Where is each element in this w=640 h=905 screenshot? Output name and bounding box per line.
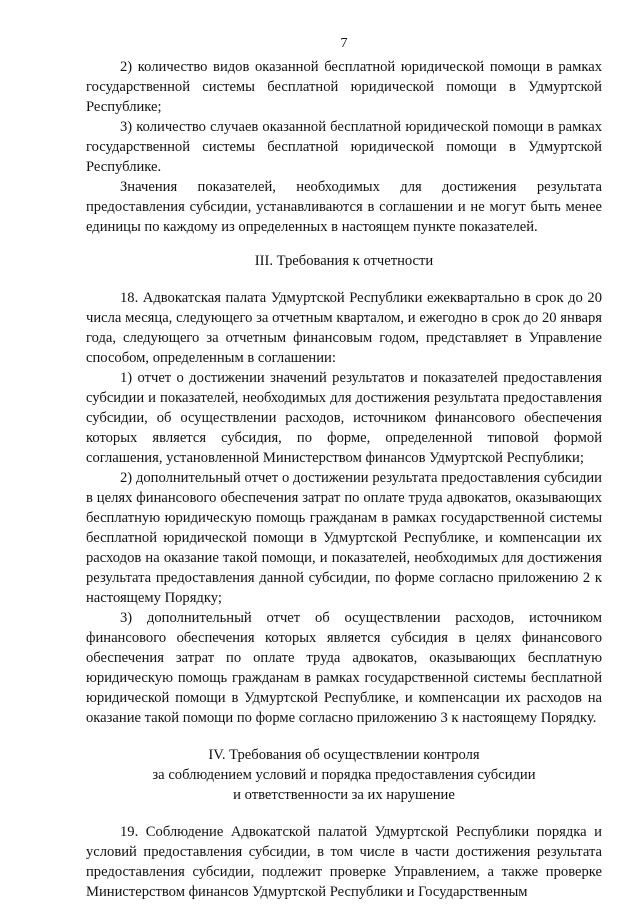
paragraph-19: 19. Соблюдение Адвокатской палатой Удмуртской Республики порядка и условий предоставления субсидии, в том числе в части достижения результата предоставления субсидии, подлежит проверке Управлением, а также проверке Министерством финансов Удмуртской Республики и Государственным xyxy=(86,824,602,900)
section-3-heading: III. Требования к отчетности xyxy=(254,253,434,269)
paragraph-18-item-3: 3) дополнительный отчет об осуществлении расходов, источником финансового обеспечения которых является субсидия в целях финансового обеспечения затрат по оплате труда адвокатов, оказывающих бесплатную юридическую помощь гражданам в рамках государственной системы бесплатной юридической помощи в Удмуртской Республике, и компенсации их расходов на оказание такой помощи по форме согласно приложению 3 к настоящему Порядку. xyxy=(86,610,602,726)
section-4-heading-line-3: и ответственности за их нарушение xyxy=(233,787,455,803)
paragraph-18: 18. Адвокатская палата Удмуртской Республики ежеквартально в срок до 20 числа месяца, следующего за отчетным кварталом, и ежегодно в срок до 20 января года, следующего за отчетным финансовым годом, представляет в Управление способом, определенным в соглашении: xyxy=(86,290,602,366)
paragraph-item-2: 2) количество видов оказанной бесплатной юридической помощи в рамках государственной системы бесплатной юридической помощи в Удмуртской Республике; xyxy=(86,59,602,115)
paragraph-18-item-2: 2) дополнительный отчет о достижении результата предоставления субсидии в целях финансового обеспечения затрат по оплате труда адвокатов, оказывающих бесплатную юридическую помощь гражданам в рамках государственной системы бесплатной юридической помощи в Удмуртской Республике, и компенсации их расходов на оказание такой помощи, и показателей, необходимых для достижения результата предоставления данной субсидии, по форме согласно приложению 2 к настоящему Порядку; xyxy=(86,470,602,606)
paragraph-18-item-1: 1) отчет о достижении значений результатов и показателей предоставления субсидии и показателей, необходимых для достижения результата предоставления субсидии, об осуществлении расходов, источником финансового обеспечения которых является субсидия, по форме, определенной типовой формой соглашения, установленной Министерством финансов Удмуртской Республики; xyxy=(86,370,602,466)
paragraph-indicator-values: Значения показателей, необходимых для достижения результата предоставления субсидии, устанавливаются в соглашении и не могут быть менее единицы по каждому из определенных в настоящем пункте показателей. xyxy=(86,179,602,235)
page-number: 7 xyxy=(340,36,348,51)
section-4-heading-line-1: IV. Требования об осуществлении контроля xyxy=(208,747,480,763)
section-4-heading xyxy=(86,745,602,805)
section-4-heading-line-2: за соблюдением условий и порядка предоставления субсидии xyxy=(152,767,536,783)
paragraph-item-3: 3) количество случаев оказанной бесплатной юридической помощи в рамках государственной системы бесплатной юридической помощи в Удмуртской Республике. xyxy=(86,119,602,175)
